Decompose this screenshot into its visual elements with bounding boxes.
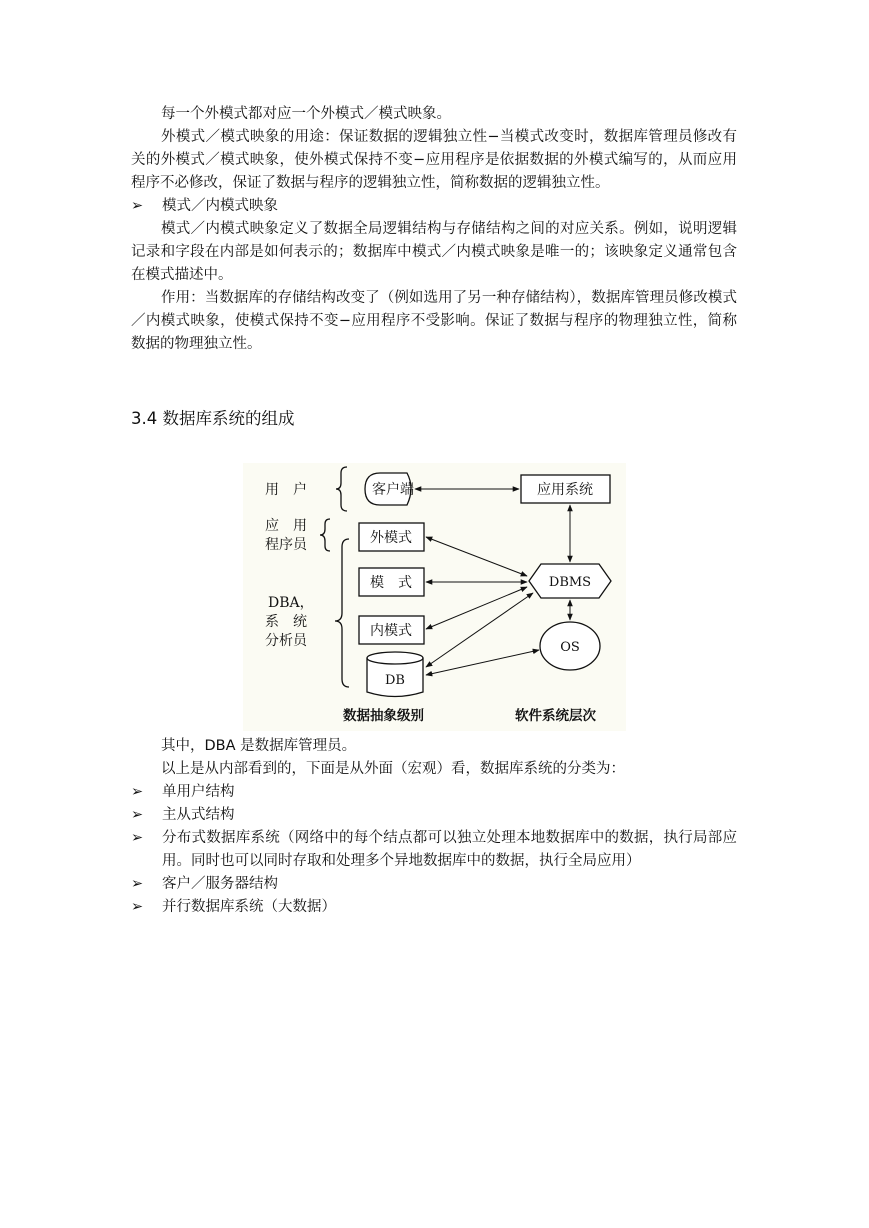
arrow-external-dbms	[426, 537, 527, 576]
brace-dba	[335, 539, 349, 687]
app-system-label: 应用系统	[537, 482, 593, 498]
paragraph-dba-note: 其中，DBA 是数据库管理员。	[161, 738, 357, 754]
bullet-item-client-server	[131, 873, 737, 896]
bullet-item-parallel	[131, 896, 737, 919]
bullet-text: 主从式结构	[162, 807, 235, 823]
bullet-text: 客户／服务器结构	[162, 876, 278, 892]
bullet-arrow-icon: ➢	[131, 784, 144, 800]
bullet-text: 模式／内模式映象	[162, 198, 278, 214]
role-label-app-line1: 应 用	[265, 518, 307, 534]
role-label-user: 用 户	[265, 482, 307, 498]
schema-label: 模 式	[370, 575, 412, 591]
arrow-db-dbms	[426, 593, 533, 667]
role-label-app-line2: 程序员	[265, 537, 307, 553]
client-label: 客户端	[372, 482, 414, 498]
bullet-arrow-icon: ➢	[131, 807, 144, 823]
external-schema-label: 外模式	[370, 530, 412, 546]
paragraph-external-mapping-usage: 外模式／模式映象的用途：保证数据的逻辑独立性−当模式改变时，数据库管理员修改有关的外模式／模式映象，使外模式保持不变−应用程序是依据数据的外模式编写的，从而应用程序不必修改，保证了数据与程序的逻辑独立性，简称数据的逻辑独立性。	[131, 129, 737, 191]
caption-software-layers: 软件系统层次	[515, 708, 596, 724]
bullet-item-single-user	[131, 781, 737, 804]
bullet-text: 并行数据库系统（大数据）	[162, 899, 336, 915]
role-label-dba-line2: 系 统	[265, 614, 307, 630]
os-label: OS	[560, 640, 580, 655]
internal-schema-label: 内模式	[370, 623, 412, 639]
paragraph-mapping-intro: 每一个外模式都对应一个外模式／模式映象。	[161, 106, 451, 122]
bullet-text: 单用户结构	[162, 784, 235, 800]
brace-app	[320, 519, 330, 551]
bullet-arrow-icon: ➢	[131, 876, 144, 892]
role-label-dba-line3: 分析员	[265, 633, 307, 649]
bullet-arrow-icon: ➢	[131, 899, 144, 915]
caption-abstraction-level: 数据抽象级别	[343, 708, 424, 724]
bullet-item-distributed	[131, 827, 737, 873]
arrow-db-os	[426, 650, 539, 675]
paragraph-internal-mapping-definition: 模式／内模式映象定义了数据全局逻辑结构与存储结构之间的对应关系。例如，说明逻辑记录和字段在内部是如何表示的；数据库中模式／内模式映象是唯一的；该映象定义通常包含在模式描述中。	[131, 221, 737, 283]
bullet-item-master-slave	[131, 804, 737, 827]
brace-user	[336, 467, 347, 511]
paragraph-internal-mapping-purpose: 作用：当数据库的存储结构改变了（例如选用了另一种存储结构），数据库管理员修改模式／内模式映象，使模式保持不变−应用程序不受影响。保证了数据与程序的物理独立性，简称数据的物理独立性。	[131, 290, 737, 352]
role-label-dba-line1: DBA，	[268, 595, 314, 611]
bullet-arrow-icon: ➢	[131, 198, 144, 214]
bullet-arrow-icon: ➢	[131, 830, 144, 846]
bullet-text: 分布式数据库系统（网络中的每个结点都可以独立处理本地数据库中的数据，执行局部应用。同时也可以同时存取和处理多个异地数据库中的数据，执行全局应用）	[162, 830, 737, 869]
database-system-diagram	[243, 463, 626, 731]
paragraph-classification-intro: 以上是从内部看到的，下面是从外面（宏观）看，数据库系统的分类为：	[161, 761, 625, 777]
section-heading: 3.4 数据库系统的组成	[131, 409, 295, 428]
db-label: DB	[385, 673, 405, 688]
bullet-item-internal-mapping	[131, 195, 737, 218]
dbms-label: DBMS	[548, 575, 592, 590]
